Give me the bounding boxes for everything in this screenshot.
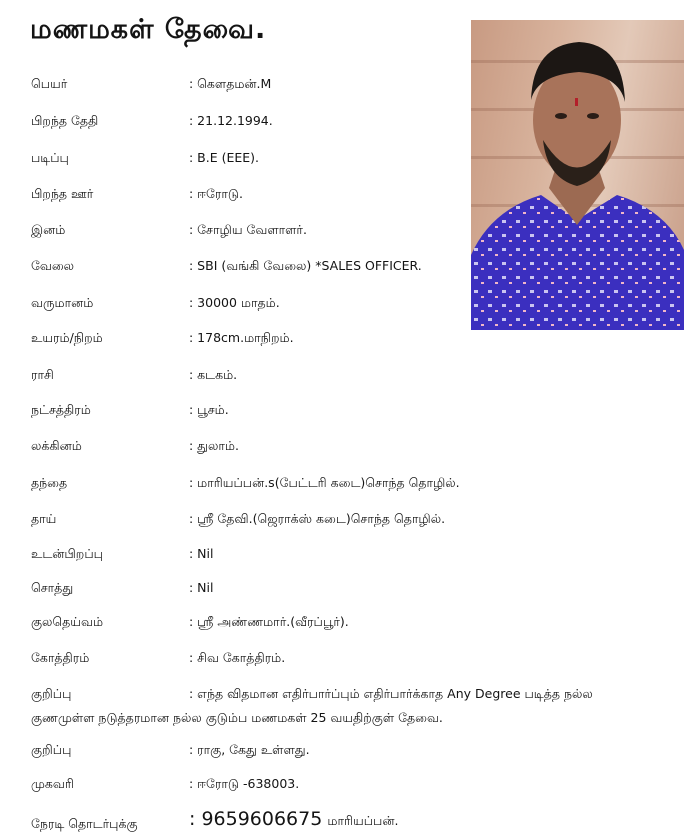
page-title: மணமகள் தேவை. (30, 14, 267, 45)
field-row (0, 295, 694, 319)
field-label: பிறந்த தேதி (31, 113, 99, 128)
field-row (0, 330, 694, 354)
field-row (0, 742, 694, 766)
field-label: தந்தை (31, 475, 68, 490)
field-row (0, 367, 694, 391)
field-label: வருமானம் (31, 295, 94, 310)
field-value: : கடகம். (189, 367, 238, 382)
field-value: : 178cm.மாநிறம். (189, 330, 294, 345)
field-value: : B.E (EEE). (189, 150, 260, 165)
field-value: : துலாம். (189, 438, 239, 453)
field-label: படிப்பு (31, 150, 69, 165)
field-label: குறிப்பு (31, 742, 72, 757)
field-row (0, 258, 694, 282)
field-row (0, 475, 694, 499)
field-row (0, 650, 694, 674)
field-row (0, 580, 694, 604)
field-value: : ராகு, கேது உள்ளது. (189, 742, 310, 757)
field-row (0, 402, 694, 426)
field-row (0, 76, 694, 100)
field-label: பெயர் (31, 76, 68, 91)
field-label: முகவரி (31, 776, 74, 791)
field-label: குலதெய்வம் (31, 614, 104, 629)
field-label: ராசி (31, 367, 54, 382)
field-label: இனம் (31, 222, 66, 237)
field-value: : Nil (189, 580, 214, 595)
field-row (0, 150, 694, 174)
field-label: தாய் (31, 511, 57, 526)
field-value: : 21.12.1994. (189, 113, 273, 128)
field-label: குறிப்பு (31, 686, 72, 701)
contact-name: மாரியப்பன். (327, 813, 399, 828)
field-row (0, 511, 694, 535)
note-continuation: குணமுள்ள நடுத்தரமான நல்ல குடும்ப மணமகள் 25 வயதிற்குள் தேவை. (31, 710, 443, 725)
field-label: சொத்து (31, 580, 74, 595)
field-row (0, 546, 694, 570)
field-value: : எந்த விதமான எதிர்பார்ப்பும் எதிர்பார்க்காத Any Degree படித்த நல்ல (189, 686, 593, 701)
field-label: உடன்பிறப்பு (31, 546, 103, 561)
field-row (0, 113, 694, 137)
phone-number[interactable]: : 9659606675 (189, 808, 323, 830)
field-value: : கௌதமன்.M (189, 76, 272, 91)
contact-info (189, 808, 398, 830)
field-row (0, 776, 694, 800)
field-value: : சோழிய வேளாளர். (189, 222, 307, 237)
field-value: : Nil (189, 546, 214, 561)
person-silhouette-icon (471, 20, 684, 330)
field-label: பிறந்த ஊர் (31, 186, 94, 201)
field-value: : ஈரோடு. (189, 186, 243, 201)
field-label: நட்சத்திரம் (31, 402, 91, 417)
field-label: உயரம்/நிறம் (31, 330, 103, 345)
field-row (0, 614, 694, 638)
field-value: : ஸ்ரீ தேவி.(ஜெராக்ஸ் கடை)சொந்த தொழில். (189, 511, 446, 526)
field-value: : மாரியப்பன்.s(பேட்டரி கடை)சொந்த தொழில். (189, 475, 460, 490)
field-value: : 30000 மாதம். (189, 295, 280, 310)
field-value: : பூசம். (189, 402, 229, 417)
profile-photo (471, 20, 684, 330)
field-row (0, 186, 694, 210)
field-label: லக்கினம் (31, 438, 82, 453)
field-value: : சிவ கோத்திரம். (189, 650, 286, 665)
contact-label: நேரடி தொடர்புக்கு (31, 816, 138, 831)
field-row (0, 686, 694, 710)
field-label: கோத்திரம் (31, 650, 90, 665)
field-value: : ஸ்ரீ அண்ணமார்.(வீரப்பூர்). (189, 614, 349, 629)
field-row (0, 222, 694, 246)
field-row (0, 438, 694, 462)
field-value: : SBI (வங்கி வேலை) *SALES OFFICER. (189, 258, 422, 273)
field-value: : ஈரோடு -638003. (189, 776, 300, 791)
field-label: வேலை (31, 258, 75, 273)
